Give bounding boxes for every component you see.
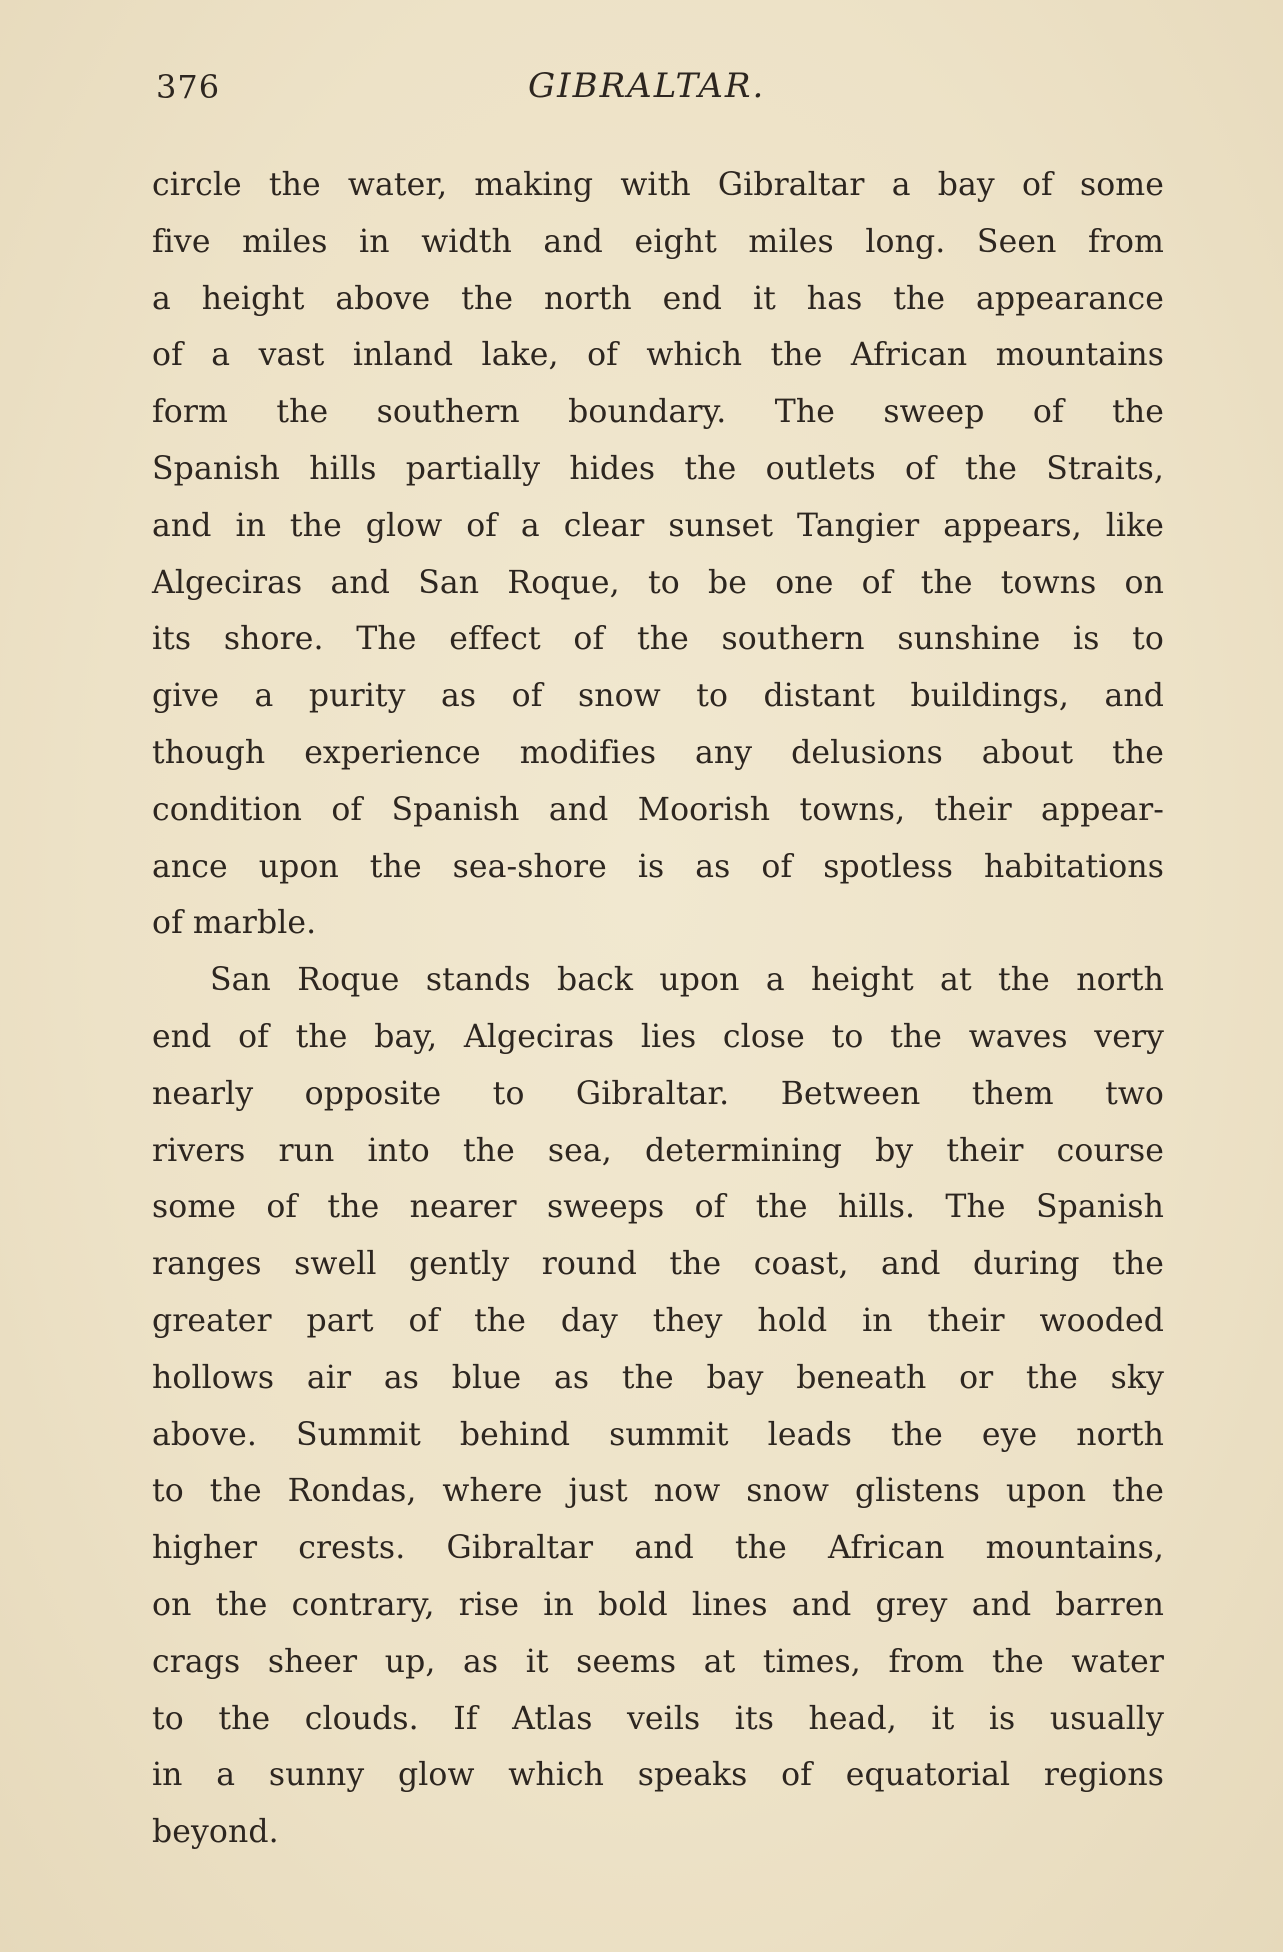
text-line: crags sheer up, as it seems at times, from the water (152, 1643, 1164, 1680)
text-line: Spanish hills partially hides the outlets of the Straits, (152, 450, 1164, 487)
text-line: condition of Spanish and Moorish towns, their appear- (152, 791, 1164, 828)
text-line: its shore. The effect of the southern sunshine is to (152, 621, 1164, 658)
text-line: greater part of the day they hold in their wooded (152, 1302, 1164, 1339)
text-line: and in the glow of a clear sunset Tangier appears, like (152, 507, 1164, 544)
text-line: form the southern boundary. The sweep of the (152, 394, 1164, 431)
text-line: though experience modifies any delusions about the (152, 734, 1164, 771)
text-line: to the clouds. If Atlas veils its head, it is usually (152, 1700, 1164, 1737)
paragraph (152, 952, 1164, 1861)
text-line: ranges swell gently round the coast, and during the (152, 1246, 1164, 1283)
text-line: a height above the north end it has the appearance (152, 280, 1164, 317)
text-line: nearly opposite to Gibraltar. Between them two (152, 1075, 1164, 1112)
running-head: GIBRALTAR. (528, 66, 766, 106)
text-line: hollows air as blue as the bay beneath or the sky (152, 1359, 1164, 1396)
body-text (152, 157, 1164, 1861)
text-line: rivers run into the sea, determining by their course (152, 1132, 1164, 1169)
text-line: to the Rondas, where just now snow glistens upon the (152, 1473, 1164, 1510)
text-line: in a sunny glow which speaks of equatorial regions (152, 1757, 1164, 1794)
text-line: end of the bay, Algeciras lies close to the waves very (152, 1018, 1164, 1055)
text-line: some of the nearer sweeps of the hills. The Spanish (152, 1189, 1164, 1226)
text-line: Algeciras and San Roque, to be one of the towns on (152, 564, 1164, 601)
text-line: on the contrary, rise in bold lines and grey and barren (152, 1586, 1164, 1623)
page-header (148, 62, 1168, 112)
text-line: above. Summit behind summit leads the eye north (152, 1416, 1164, 1453)
text-line: of a vast inland lake, of which the African mountains (152, 337, 1164, 374)
text-line: circle the water, making with Gibraltar a bay of some (152, 167, 1164, 203)
text-line: San Roque stands back upon a height at the north (210, 962, 1164, 999)
paragraph (152, 157, 1164, 952)
text-line: higher crests. Gibraltar and the African mountains, (152, 1530, 1164, 1567)
text-line: give a purity as of snow to distant buildings, and (152, 678, 1164, 715)
text-line: ance upon the sea-shore is as of spotless habitations (152, 848, 1164, 885)
text-line: five miles in width and eight miles long. Seen from (152, 223, 1164, 260)
page-number: 376 (156, 68, 221, 106)
text-line: beyond. (152, 1814, 279, 1851)
text-line: of marble. (152, 905, 317, 942)
